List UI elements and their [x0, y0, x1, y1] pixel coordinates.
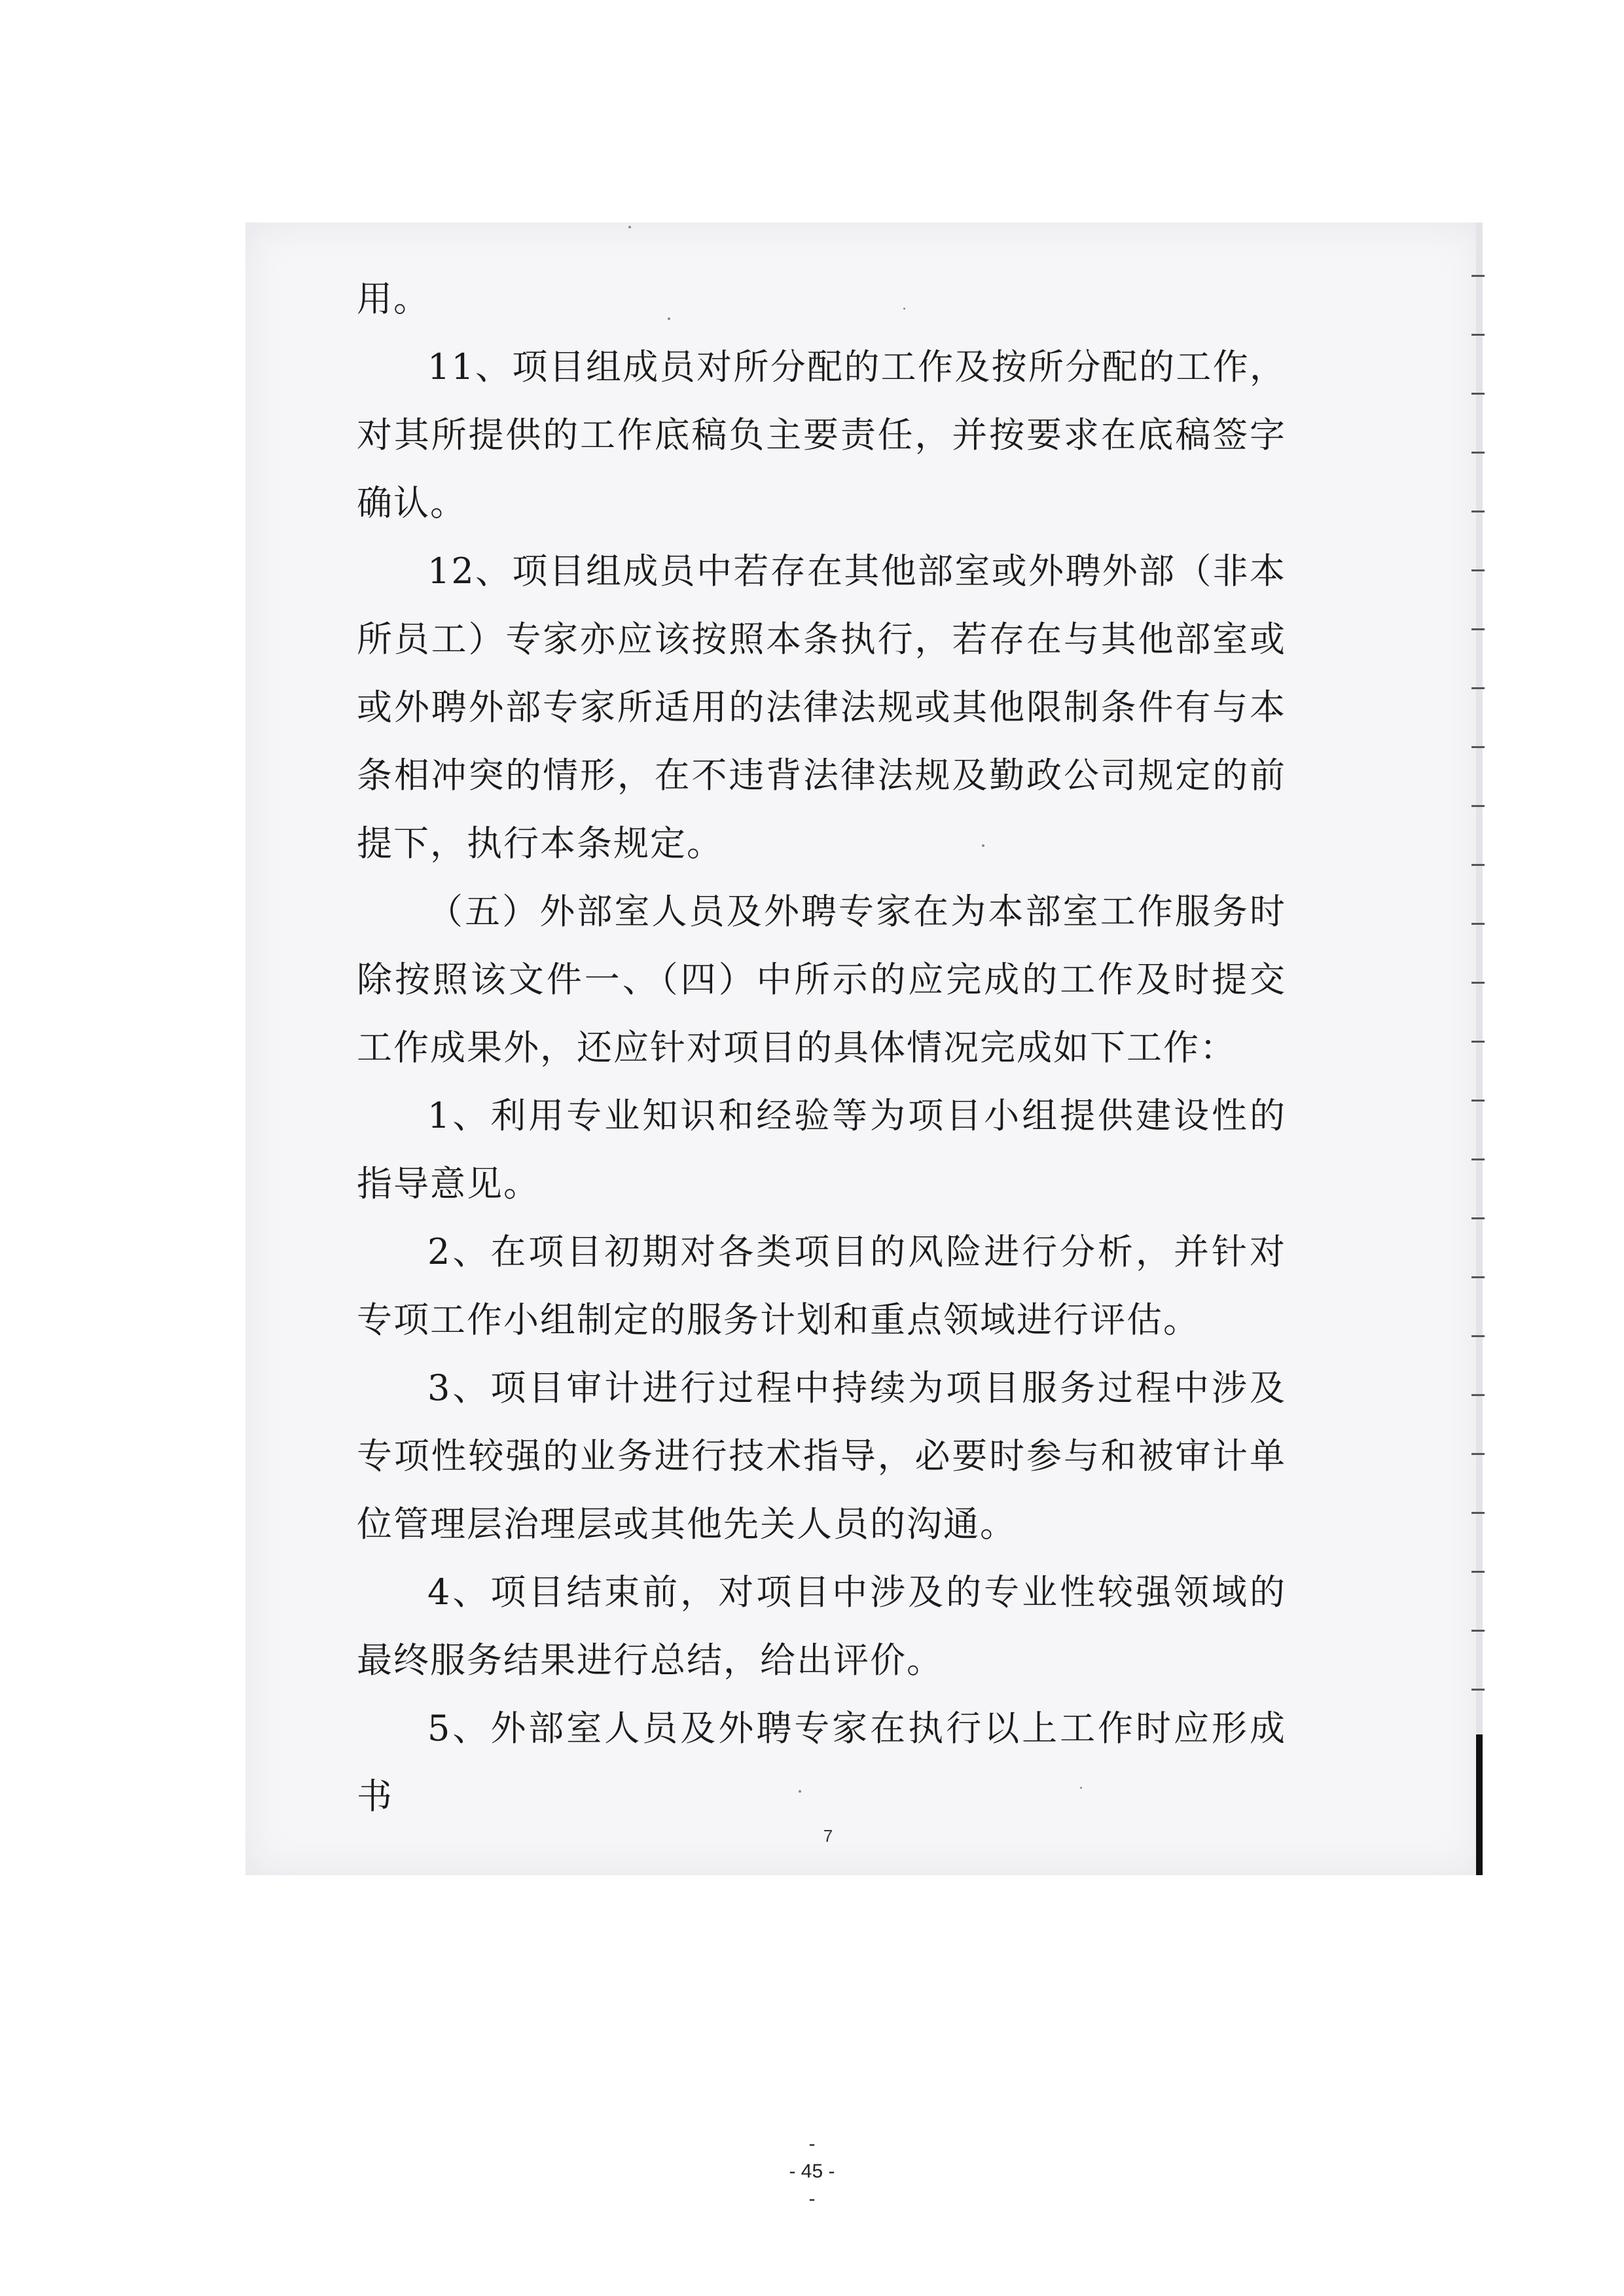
footer-dash-bottom: -	[808, 2188, 816, 2210]
edge-tick	[1471, 1041, 1485, 1043]
edge-tick	[1471, 746, 1485, 748]
scan-edge-shadow	[1476, 223, 1483, 1875]
footer-page-number: - 45 -	[789, 2161, 835, 2182]
list-item-2: 2、在项目初期对各类项目的风险进行分析，并针对专项工作小组制定的服务计划和重点领域进行评估。	[357, 1231, 1286, 1340]
list-item-1: 1、利用专业知识和经验等为项目小组提供建设性的指导意见。	[357, 1095, 1286, 1204]
scan-edge-bar	[1476, 1734, 1483, 1875]
edge-tick	[1471, 1571, 1485, 1573]
paragraph-continuation: 用。	[357, 278, 430, 319]
document-body	[357, 265, 1286, 1831]
list-item-5: 5、外部室人员及外聘专家在执行以上工作时应形成书	[357, 1708, 1286, 1817]
edge-tick	[1471, 569, 1485, 571]
paragraph-item-12: 12、项目组成员中若存在其他部室或外聘外部（非本所员工）专家亦应该按照本条执行，若存在与其他部室或或外聘外部专家所适用的法律法规或其他限制条件有与本条相冲突的情形，在不违背法律法规及勤政公司规定的前提下，执行本条规定。	[357, 550, 1286, 864]
list-item-3: 3、项目审计进行过程中持续为项目服务过程中涉及专项性较强的业务进行技术指导，必要时参与和被审计单位管理层治理层或其他先关人员的沟通。	[357, 1367, 1286, 1545]
edge-tick	[1471, 334, 1485, 336]
footer-dash-top: -	[808, 2133, 816, 2155]
edge-tick	[1471, 1630, 1485, 1632]
paragraph-item-11: 11、项目组成员对所分配的工作及按所分配的工作，对其所提供的工作底稿负主要责任，并按要求在底稿签字确认。	[357, 346, 1286, 524]
edge-tick	[1471, 1217, 1485, 1219]
edge-tick	[1471, 1689, 1485, 1691]
edge-tick	[1471, 1100, 1485, 1102]
edge-tick	[1471, 1394, 1485, 1396]
paragraph-section-five: （五）外部室人员及外聘专家在为本部室工作服务时除按照该文件一、（四）中所示的应完成的工作及时提交工作成果外，还应针对项目的具体情况完成如下工作：	[357, 891, 1286, 1068]
scan-speck	[628, 226, 631, 228]
edge-tick	[1471, 275, 1485, 277]
edge-tick	[1471, 628, 1485, 630]
edge-tick	[1471, 1276, 1485, 1278]
edge-tick	[1471, 511, 1485, 512]
edge-tick	[1471, 1512, 1485, 1514]
edge-tick	[1471, 805, 1485, 807]
edge-tick	[1471, 1335, 1485, 1337]
edge-tick	[1471, 923, 1485, 925]
edge-tick	[1471, 982, 1485, 984]
edge-tick	[1471, 1158, 1485, 1160]
edge-tick	[1471, 864, 1485, 866]
edge-tick	[1471, 393, 1485, 395]
edge-tick	[1471, 1453, 1485, 1455]
list-item-4: 4、项目结束前，对项目中涉及的专业性较强领域的最终服务结果进行总结，给出评价。	[357, 1571, 1286, 1681]
edge-tick	[1471, 452, 1485, 454]
edge-tick	[1471, 687, 1485, 689]
page-footer	[0, 2130, 1624, 2213]
scan-page-number: 7	[823, 1826, 833, 1846]
